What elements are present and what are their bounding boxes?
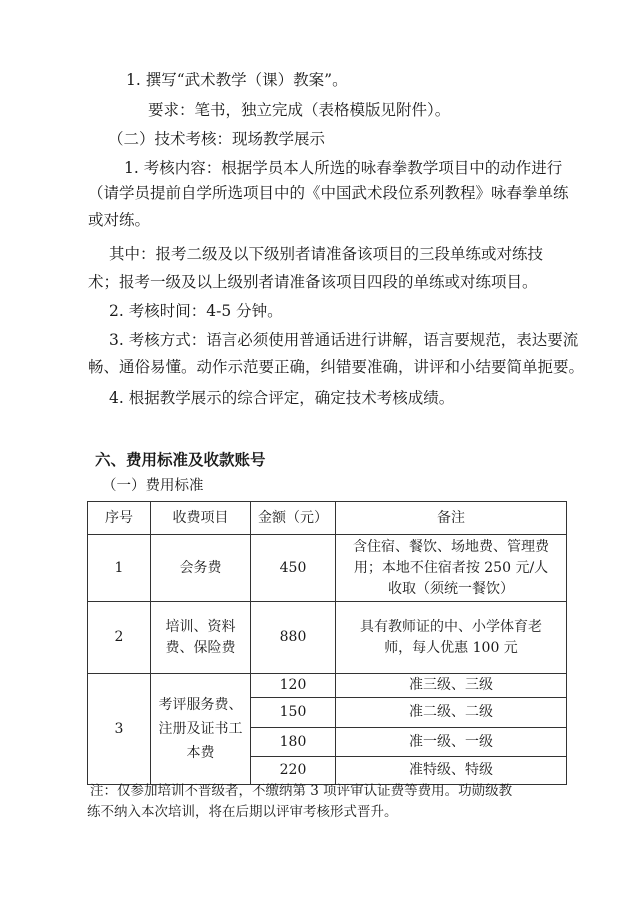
row1-no: 1 xyxy=(88,535,151,602)
row1-remark-line-2: 用；本地不住宿者按 250 元/人 xyxy=(353,559,549,576)
row2-no: 2 xyxy=(88,602,151,674)
row3-sub2-amount: 150 xyxy=(251,698,336,728)
technical-assessment-title: （二）技术考核：现场教学展示 xyxy=(108,130,326,148)
row1-remark-line-3: 收取（须统一餐饮） xyxy=(388,580,514,597)
row3-sub4-remark: 准特级、特级 xyxy=(336,757,567,785)
row1-item: 会务费 xyxy=(151,535,251,602)
row2-item-line-1: 培训、资料 xyxy=(165,618,236,635)
row3-sub1-amount: 120 xyxy=(251,674,336,698)
row1-remark xyxy=(336,535,567,602)
table-row xyxy=(88,535,567,602)
row2-item-line-2: 费、保险费 xyxy=(165,639,236,656)
row2-amount: 880 xyxy=(251,602,336,674)
row3-no: 3 xyxy=(88,674,151,785)
footnote-line-1: 注：仅参加培训不晋级者，不缴纳第 3 项评审认证费等费用。功勋级教 xyxy=(90,783,513,799)
footnote-line-2: 练不纳入本次培训，将在后期以评审考核形式晋升。 xyxy=(87,804,398,820)
fee-standard-subtitle: （一）费用标准 xyxy=(102,478,204,494)
header-remark: 备注 xyxy=(336,502,567,535)
header-amount: 金额（元） xyxy=(251,502,336,535)
section-six-title: 六、费用标准及收款账号 xyxy=(95,451,266,469)
row3-sub2-remark: 准二级、二级 xyxy=(336,698,567,728)
header-no: 序号 xyxy=(88,502,151,535)
row3-item-line-2: 注册及证书工 xyxy=(158,721,243,737)
row2-remark-line-1: 具有教师证的中、小学体育老 xyxy=(360,618,542,635)
fee-table-header-row xyxy=(88,502,567,535)
table-row xyxy=(88,602,567,674)
level-note-line-2: 术；报考一级及以上级别者请准备该项目四段的单练或对练项目。 xyxy=(88,273,538,291)
tech-item-3-line-1: 3. 考核方式：语言必须使用普通话进行讲解，语言要规范，表达要流 xyxy=(109,331,579,349)
fee-table xyxy=(87,501,567,785)
tech-item-1-line-3: 或对练。 xyxy=(88,211,151,229)
row3-sub3-remark: 准一级、一级 xyxy=(336,728,567,757)
tech-item-4: 4. 根据教学展示的综合评定，确定技术考核成绩。 xyxy=(109,389,455,407)
table-row xyxy=(88,674,567,698)
item-1-requirement: 要求：笔书，独立完成（表格模版见附件）。 xyxy=(148,101,451,119)
row3-item-line-1: 考评服务费、 xyxy=(158,697,243,713)
level-note-line-1: 其中：报考二级及以下级别者请准备该项目的三段单练或对练技 xyxy=(109,245,544,263)
row1-remark-line-1: 含住宿、餐饮、场地费、管理费 xyxy=(353,538,549,555)
tech-item-2: 2. 考核时间：4-5 分钟。 xyxy=(109,302,283,320)
row2-remark xyxy=(336,602,567,674)
row1-amount: 450 xyxy=(251,535,336,602)
row3-item-line-3: 本费 xyxy=(186,745,215,761)
row3-sub4-amount: 220 xyxy=(251,757,336,785)
tech-item-1-line-1: 1. 考核内容：根据学员本人所选的咏春拳教学项目中的动作进行 xyxy=(124,159,563,177)
row2-item xyxy=(151,602,251,674)
row3-sub3-amount: 180 xyxy=(251,728,336,757)
row2-remark-line-2: 师，每人优惠 100 元 xyxy=(384,639,518,656)
tech-item-1-line-2: （请学员提前自学所选项目中的《中国武术段位系列教程》咏春拳单练 xyxy=(88,184,569,202)
row3-sub1-remark: 准三级、三级 xyxy=(336,674,567,698)
row3-item xyxy=(151,674,251,785)
header-item: 收费项目 xyxy=(151,502,251,535)
item-1-lesson-plan: 1. 撰写“武术教学（课）教案”。 xyxy=(126,71,348,89)
tech-item-3-line-2: 畅、通俗易懂。动作示范要正确，纠错要准确，讲评和小结要简单扼要。 xyxy=(88,358,585,376)
